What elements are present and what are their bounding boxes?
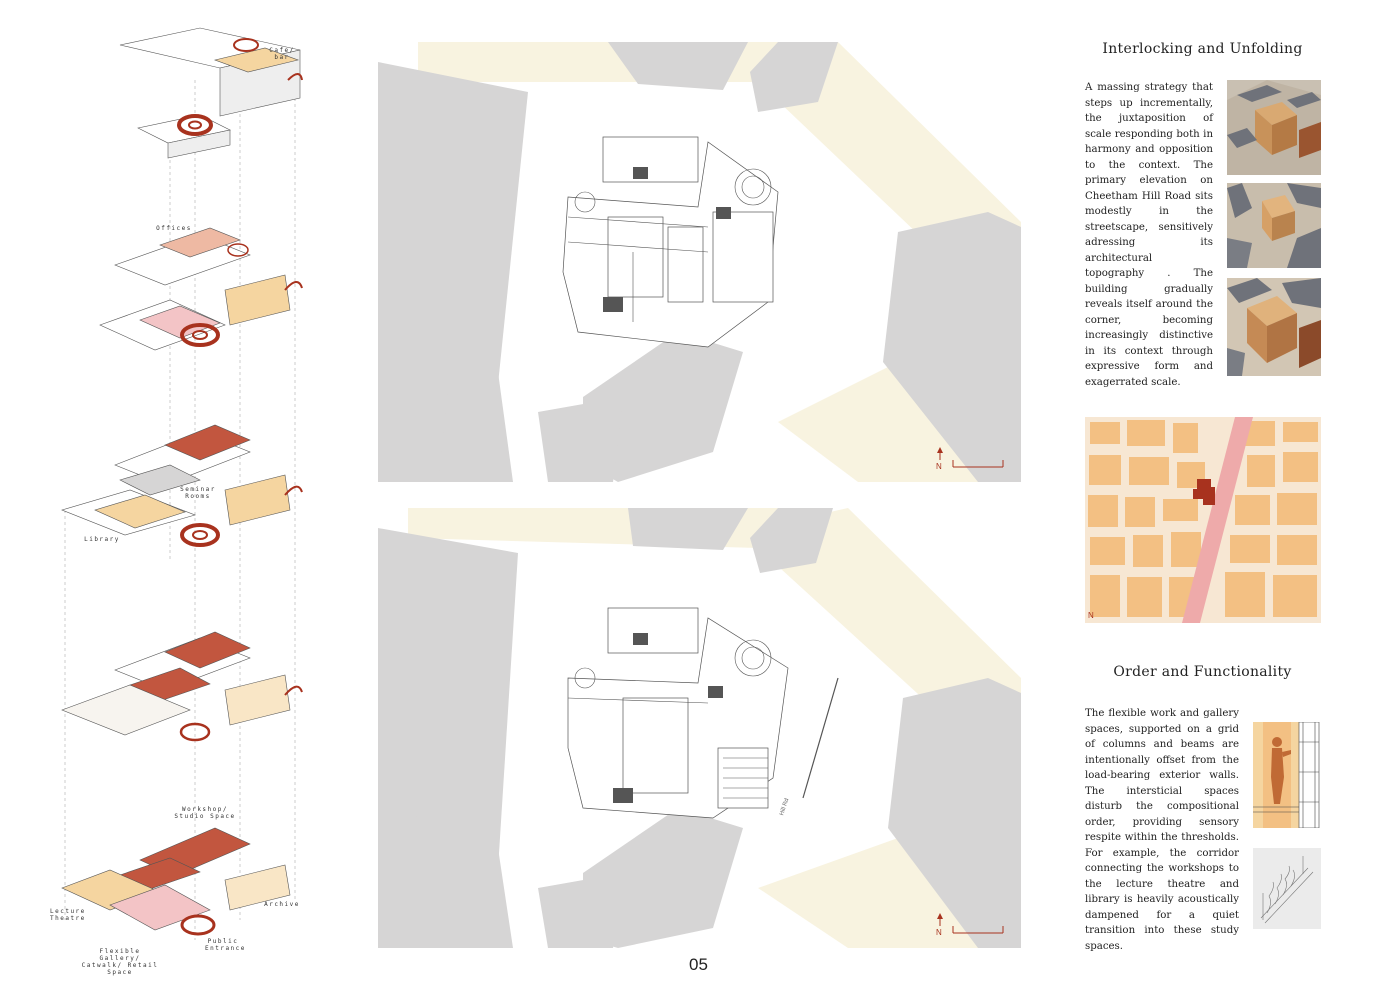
label-gallery: Flexible Gallery/ Catwalk/ Retail Space: [81, 948, 159, 976]
model-photo-3: [1227, 278, 1321, 376]
level-3: [62, 425, 290, 535]
label-archive: Archive: [264, 901, 300, 908]
section-2-body: The flexible work and gallery spaces, supported on a grid of columns and beams are intentionally offset from the load-bearing exterior walls. The intersticial spaces disturb the compositional order, providing sensory respite within the thresholds. For example, the corridor connecting the workshops to the lecture theatre and library is heavily acoustically dampened for a quiet transition into these study spaces.: [1085, 708, 1239, 952]
context-map: [1085, 417, 1321, 623]
acoustic-panel-sketch: [1253, 848, 1321, 929]
section-1-title: Interlocking and Unfolding: [1102, 41, 1303, 57]
label-lecture-theatre: Lecture Theatre: [50, 908, 86, 922]
upper-floor-plan: [378, 42, 1021, 482]
label-offices: Offices: [156, 225, 192, 232]
lower-plan-context: [378, 508, 1021, 948]
model-photo-2: [1227, 183, 1321, 268]
model-photo-1: [1227, 80, 1321, 175]
level-2: [62, 632, 290, 735]
map-north-arrow: N: [1088, 611, 1094, 620]
section-2-title: Order and Functionality: [1113, 664, 1292, 680]
label-library: Library: [84, 536, 120, 543]
level-1: [62, 828, 290, 930]
ground-floor-plan: [378, 508, 1021, 948]
wall-section-detail: [1253, 722, 1321, 828]
exploded-axonometric: [50, 20, 310, 976]
label-workshop: Workshop/ Studio Space: [174, 806, 236, 820]
lower-plan-street-label: Hill Rd: [779, 797, 791, 817]
label-public-entrance: Public Entrance: [205, 938, 246, 952]
section-1-body: A massing strategy that steps up incrementally, the juxtaposition of scale responding both in harmony and opposition to the context. The primary elevation on Cheetham Hill Road sits modestly in the streetscape, sensitively adressing its architectural topography . The building gradually reveals itself around the corner, becoming increasingly distinctive in its context through expressive form and exagerrated scale.: [1085, 82, 1213, 388]
upper-plan-north-arrow: N: [936, 462, 942, 471]
label-seminar-rooms: Seminar Rooms: [180, 486, 216, 500]
upper-plan-context: [378, 42, 1021, 482]
page-number: 05: [689, 955, 708, 974]
label-cafe-bar: Cafe/ bar: [269, 47, 295, 61]
lower-plan-north-arrow: N: [936, 928, 942, 937]
